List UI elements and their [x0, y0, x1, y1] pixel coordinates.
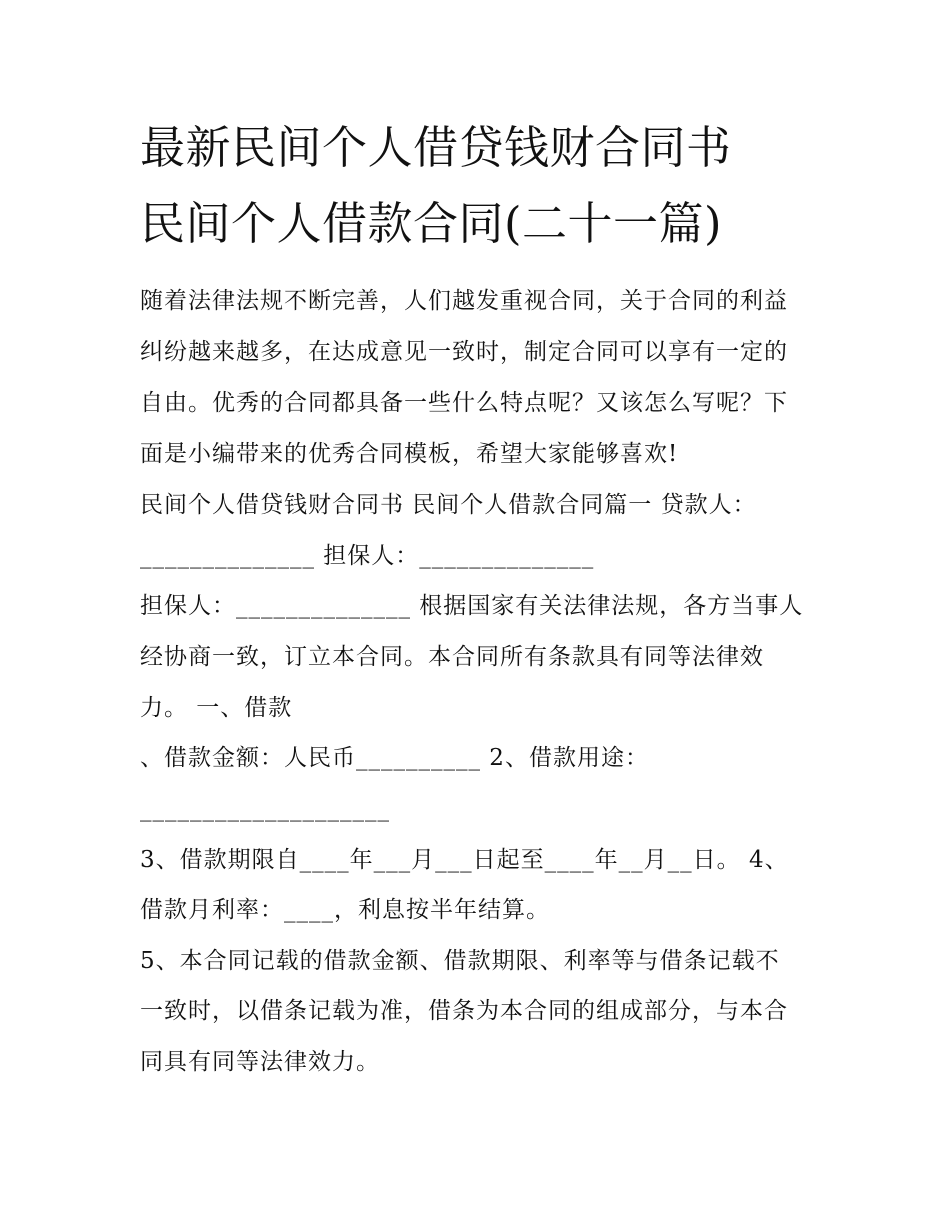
body-line-11: ____________________: [140, 796, 390, 822]
body-line-4: 面是小编带来的优秀合同模板，希望大家能够喜欢!: [140, 441, 679, 467]
body-line-10: 、借款金额：人民币__________ 2、借款用途：: [140, 745, 649, 771]
document-title-line-1: 最新民间个人借贷钱财合同书: [140, 121, 732, 174]
body-line-5: 民间个人借贷钱财合同书 民间个人借款合同篇一 贷款人：: [140, 492, 757, 518]
body-line-2: 纠纷越来越多，在达成意见一致时，制定合同可以享有一定的: [140, 339, 788, 365]
document-title-line-2: 民间个人借款合同(二十一篇): [140, 197, 723, 250]
body-line-9: 力。 一、借款: [140, 695, 293, 721]
body-line-14: 5、本合同记载的借款金额、借款期限、利率等与借条记载不: [140, 948, 780, 974]
body-line-1: 随着法律法规不断完善，人们越发重视合同，关于合同的利益: [140, 288, 788, 314]
body-line-13: 借款月利率：____，利息按半年结算。: [140, 897, 550, 923]
body-line-7: 担保人：______________ 根据国家有关法律法规，各方当事人: [140, 593, 804, 619]
body-line-3: 自由。优秀的合同都具备一些什么特点呢？又该怎么写呢？下: [140, 390, 788, 416]
body-line-8: 经协商一致，订立本合同。本合同所有条款具有同等法律效: [140, 644, 764, 670]
body-line-16: 同具有同等法律效力。: [140, 1049, 380, 1075]
body-line-6: ______________ 担保人：______________: [140, 543, 595, 569]
body-line-15: 一致时，以借条记载为准，借条为本合同的组成部分，与本合: [140, 998, 788, 1024]
body-line-12: 3、借款期限自____年___月___日起至____年__月__日。 4、: [140, 847, 789, 873]
